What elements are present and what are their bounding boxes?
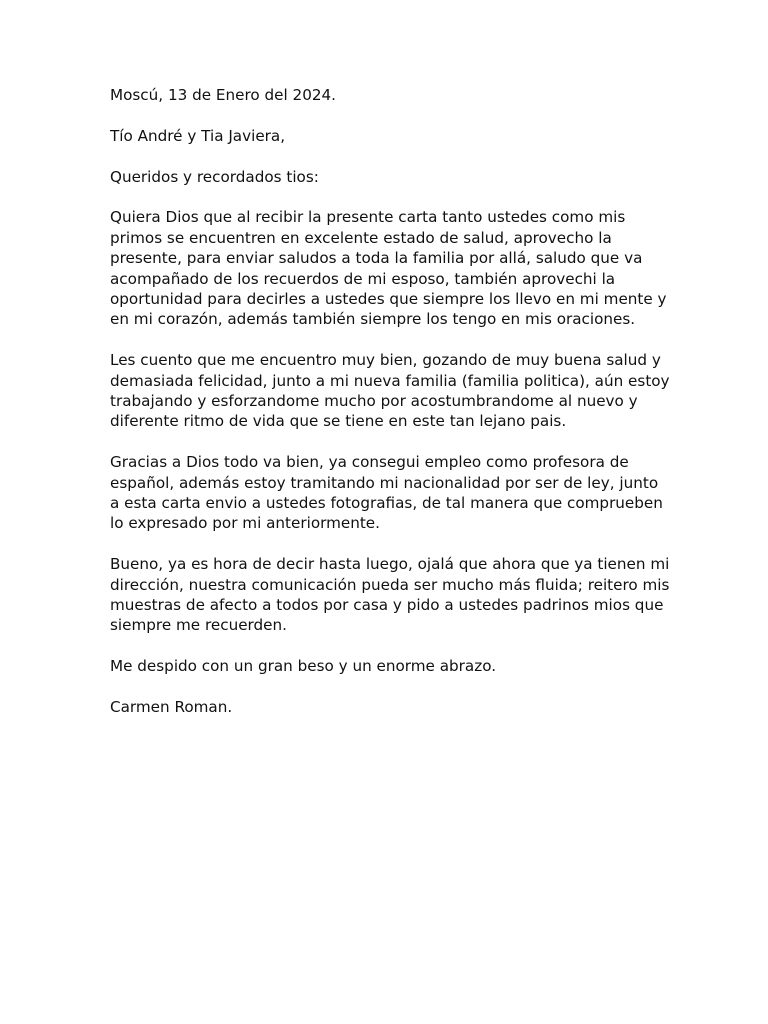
salutation: Queridos y recordados tios: (110, 167, 319, 186)
paragraph-2: Les cuento que me encuentro muy bien, gozando de muy buena salud y demasiada felicidad, junto a mi nueva familia (familia politica), aún estoy trabajando y esforzandome mucho por acostumbrandome al nuevo y diferente ritmo de vida que se tiene en este tan lejano pais. (110, 351, 670, 431)
paragraph-4: Bueno, ya es hora de decir hasta luego, ojalá que ahora que ya tienen mi dirección, nuestra comunicación pueda ser mucho más fluida; reitero mis muestras de afecto a todos por casa y pido a ustedes padrinos mios que siempre me recuerden. (110, 555, 670, 635)
place-date: Moscú, 13 de Enero del 2024. (110, 86, 337, 104)
paragraph-3: Gracias a Dios todo va bien, ya consegui empleo como profesora de español, además estoy tramitando mi nacionalidad por ser de ley, junto a esta carta envio a ustedes fotografias, de tal manera que comprueben lo expresado por mi anteriormente. (110, 453, 663, 533)
paragraph-1: Quiera Dios que al recibir la presente carta tanto ustedes como mis primos se encuentren en excelente estado de salud, aprovecho la presente, para enviar saludos a toda la familia por allá, saludo que va acompañado de los recuerdos de mi esposo, también aprovechi la oportunidad para decirles a ustedes que siempre los llevo en mi mente y en mi corazón, además también siempre los tengo en mis oraciones. (110, 208, 667, 329)
closing: Me despido con un gran beso y un enorme abrazo. (110, 657, 497, 676)
signature: Carmen Roman. (110, 698, 233, 717)
addressee: Tío André y Tia Javiera, (110, 126, 286, 145)
letter-body (110, 85, 670, 738)
